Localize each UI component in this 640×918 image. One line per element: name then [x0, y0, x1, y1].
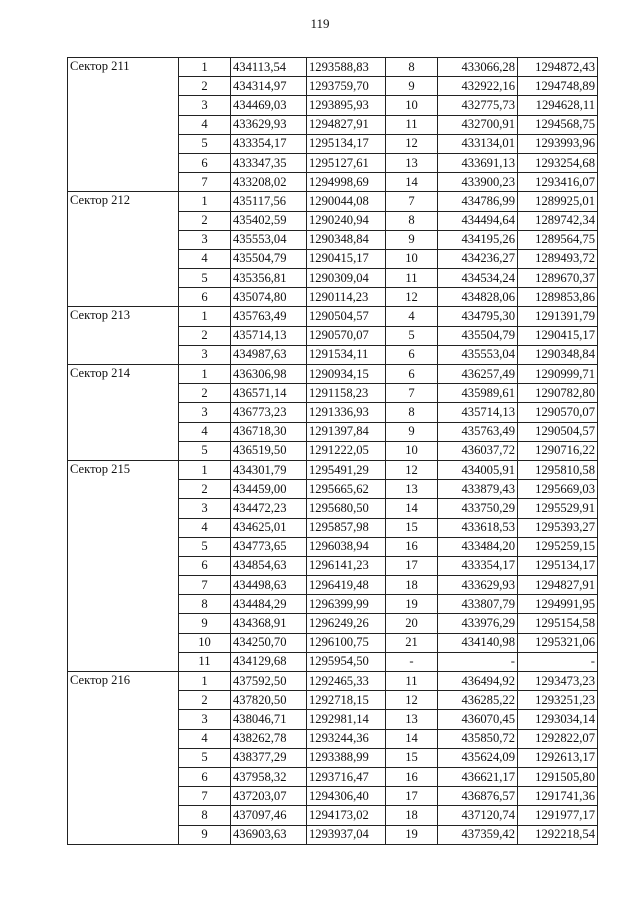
- x-coordinate-right: 434005,91: [438, 460, 518, 479]
- x-coordinate-left: 434773,65: [231, 537, 307, 556]
- y-coordinate-right: 1294872,43: [518, 58, 598, 77]
- point-number-left: 11: [179, 652, 231, 671]
- x-coordinate-right: 436257,49: [438, 365, 518, 384]
- x-coordinate-right: 433618,53: [438, 518, 518, 537]
- y-coordinate-left: 1290348,84: [307, 230, 386, 249]
- point-number-left: 3: [179, 403, 231, 422]
- y-coordinate-left: 1295954,50: [307, 652, 386, 671]
- y-coordinate-right: 1292218,54: [518, 825, 598, 844]
- x-coordinate-left: 433208,02: [231, 173, 307, 192]
- point-number-left: 4: [179, 249, 231, 268]
- sector-label: Сектор 215: [68, 460, 179, 671]
- x-coordinate-right: 435714,13: [438, 403, 518, 422]
- x-coordinate-left: 435553,04: [231, 230, 307, 249]
- y-coordinate-right: 1290999,71: [518, 365, 598, 384]
- y-coordinate-left: 1295134,17: [307, 134, 386, 153]
- x-coordinate-left: 434459,00: [231, 480, 307, 499]
- x-coordinate-right: 433750,29: [438, 499, 518, 518]
- x-coordinate-right: 435989,61: [438, 384, 518, 403]
- x-coordinate-left: 434113,54: [231, 58, 307, 77]
- point-number-left: 1: [179, 307, 231, 326]
- point-number-right: 19: [386, 595, 438, 614]
- x-coordinate-right: 433879,43: [438, 480, 518, 499]
- point-number-left: 2: [179, 691, 231, 710]
- point-number-right: 8: [386, 58, 438, 77]
- x-coordinate-right: 436070,45: [438, 710, 518, 729]
- x-coordinate-left: 435504,79: [231, 249, 307, 268]
- point-number-right: 18: [386, 576, 438, 595]
- point-number-right: 4: [386, 307, 438, 326]
- x-coordinate-left: 437592,50: [231, 672, 307, 691]
- y-coordinate-left: 1291336,93: [307, 403, 386, 422]
- y-coordinate-right: 1295259,15: [518, 537, 598, 556]
- x-coordinate-right: 433691,13: [438, 153, 518, 172]
- y-coordinate-left: 1290114,23: [307, 288, 386, 307]
- y-coordinate-right: 1290716,22: [518, 441, 598, 460]
- y-coordinate-left: 1293895,93: [307, 96, 386, 115]
- point-number-left: 7: [179, 576, 231, 595]
- point-number-right: 16: [386, 767, 438, 786]
- point-number-left: 3: [179, 230, 231, 249]
- point-number-left: 8: [179, 595, 231, 614]
- point-number-right: 14: [386, 173, 438, 192]
- x-coordinate-left: 434472,23: [231, 499, 307, 518]
- point-number-right: 6: [386, 345, 438, 364]
- x-coordinate-right: 435624,09: [438, 748, 518, 767]
- point-number-left: 6: [179, 556, 231, 575]
- point-number-right: 9: [386, 230, 438, 249]
- x-coordinate-right: 435763,49: [438, 422, 518, 441]
- point-number-left: 2: [179, 211, 231, 230]
- x-coordinate-left: 436306,98: [231, 365, 307, 384]
- point-number-right: 9: [386, 422, 438, 441]
- point-number-left: 1: [179, 192, 231, 211]
- point-number-right: 7: [386, 192, 438, 211]
- y-coordinate-right: 1293034,14: [518, 710, 598, 729]
- point-number-right: 10: [386, 441, 438, 460]
- x-coordinate-right: 436494,92: [438, 672, 518, 691]
- sector-label: Сектор 211: [68, 58, 179, 192]
- x-coordinate-right: 435850,72: [438, 729, 518, 748]
- x-coordinate-left: 434469,03: [231, 96, 307, 115]
- x-coordinate-left: 434250,70: [231, 633, 307, 652]
- point-number-left: 3: [179, 345, 231, 364]
- x-coordinate-left: 434854,63: [231, 556, 307, 575]
- x-coordinate-right: 436285,22: [438, 691, 518, 710]
- point-number-right: 17: [386, 556, 438, 575]
- point-number-right: 8: [386, 403, 438, 422]
- x-coordinate-left: 438262,78: [231, 729, 307, 748]
- point-number-left: 3: [179, 96, 231, 115]
- point-number-left: 7: [179, 787, 231, 806]
- y-coordinate-right: 1294827,91: [518, 576, 598, 595]
- y-coordinate-left: 1293759,70: [307, 77, 386, 96]
- y-coordinate-left: 1293937,04: [307, 825, 386, 844]
- y-coordinate-left: 1290934,15: [307, 365, 386, 384]
- x-coordinate-left: 433629,93: [231, 115, 307, 134]
- table-row: [68, 192, 598, 211]
- point-number-right: 12: [386, 691, 438, 710]
- y-coordinate-left: 1296249,26: [307, 614, 386, 633]
- x-coordinate-left: 435714,13: [231, 326, 307, 345]
- y-coordinate-right: 1293251,23: [518, 691, 598, 710]
- point-number-left: 9: [179, 825, 231, 844]
- point-number-left: 10: [179, 633, 231, 652]
- y-coordinate-right: 1294991,95: [518, 595, 598, 614]
- point-number-left: 4: [179, 518, 231, 537]
- x-coordinate-left: 435356,81: [231, 269, 307, 288]
- y-coordinate-left: 1293244,36: [307, 729, 386, 748]
- x-coordinate-left: 435074,80: [231, 288, 307, 307]
- y-coordinate-right: 1294628,11: [518, 96, 598, 115]
- point-number-right: 12: [386, 460, 438, 479]
- point-number-right: 6: [386, 365, 438, 384]
- point-number-right: 17: [386, 787, 438, 806]
- y-coordinate-right: 1294748,89: [518, 77, 598, 96]
- y-coordinate-left: 1291397,84: [307, 422, 386, 441]
- y-coordinate-left: 1293588,83: [307, 58, 386, 77]
- point-number-right: -: [386, 652, 438, 671]
- sector-label: Сектор 212: [68, 192, 179, 307]
- point-number-left: 2: [179, 384, 231, 403]
- point-number-right: 18: [386, 806, 438, 825]
- coordinates-table: [67, 57, 598, 845]
- y-coordinate-right: 1290504,57: [518, 422, 598, 441]
- y-coordinate-left: 1293716,47: [307, 767, 386, 786]
- y-coordinate-right: 1290348,84: [518, 345, 598, 364]
- y-coordinate-right: 1290415,17: [518, 326, 598, 345]
- y-coordinate-left: 1295857,98: [307, 518, 386, 537]
- x-coordinate-right: 432922,16: [438, 77, 518, 96]
- point-number-right: 21: [386, 633, 438, 652]
- y-coordinate-right: 1291741,36: [518, 787, 598, 806]
- point-number-right: 10: [386, 96, 438, 115]
- x-coordinate-left: 437958,32: [231, 767, 307, 786]
- y-coordinate-left: 1290309,04: [307, 269, 386, 288]
- y-coordinate-right: 1290570,07: [518, 403, 598, 422]
- x-coordinate-left: 435402,59: [231, 211, 307, 230]
- x-coordinate-left: 437203,07: [231, 787, 307, 806]
- y-coordinate-left: 1291158,23: [307, 384, 386, 403]
- x-coordinate-left: 437820,50: [231, 691, 307, 710]
- point-number-left: 2: [179, 480, 231, 499]
- y-coordinate-right: 1294568,75: [518, 115, 598, 134]
- y-coordinate-left: 1295127,61: [307, 153, 386, 172]
- point-number-right: 11: [386, 672, 438, 691]
- x-coordinate-left: 434129,68: [231, 652, 307, 671]
- x-coordinate-right: 433066,28: [438, 58, 518, 77]
- point-number-left: 6: [179, 288, 231, 307]
- x-coordinate-right: 436621,17: [438, 767, 518, 786]
- x-coordinate-left: 434498,63: [231, 576, 307, 595]
- x-coordinate-right: 434494,64: [438, 211, 518, 230]
- table-row: [68, 365, 598, 384]
- point-number-right: 15: [386, 518, 438, 537]
- x-coordinate-left: 438377,29: [231, 748, 307, 767]
- x-coordinate-right: 434140,98: [438, 633, 518, 652]
- x-coordinate-left: 436519,50: [231, 441, 307, 460]
- point-number-right: 14: [386, 499, 438, 518]
- x-coordinate-left: 436571,14: [231, 384, 307, 403]
- x-coordinate-right: 434786,99: [438, 192, 518, 211]
- y-coordinate-right: 1289925,01: [518, 192, 598, 211]
- y-coordinate-right: 1295393,27: [518, 518, 598, 537]
- x-coordinate-right: 436037,72: [438, 441, 518, 460]
- sector-label: Сектор 214: [68, 365, 179, 461]
- y-coordinate-left: 1294827,91: [307, 115, 386, 134]
- point-number-left: 3: [179, 710, 231, 729]
- x-coordinate-right: 433484,20: [438, 537, 518, 556]
- y-coordinate-right: 1289853,86: [518, 288, 598, 307]
- x-coordinate-left: 434484,29: [231, 595, 307, 614]
- page-number: 119: [310, 16, 330, 31]
- y-coordinate-left: 1292981,14: [307, 710, 386, 729]
- y-coordinate-right: 1293416,07: [518, 173, 598, 192]
- y-coordinate-right: 1290782,80: [518, 384, 598, 403]
- point-number-left: 4: [179, 115, 231, 134]
- point-number-left: 5: [179, 537, 231, 556]
- point-number-right: 11: [386, 115, 438, 134]
- x-coordinate-right: 434195,26: [438, 230, 518, 249]
- point-number-right: 15: [386, 748, 438, 767]
- x-coordinate-left: 433354,17: [231, 134, 307, 153]
- point-number-left: 6: [179, 767, 231, 786]
- point-number-left: 1: [179, 365, 231, 384]
- y-coordinate-left: 1292465,33: [307, 672, 386, 691]
- x-coordinate-left: 436903,63: [231, 825, 307, 844]
- x-coordinate-right: 434534,24: [438, 269, 518, 288]
- y-coordinate-left: 1293388,99: [307, 748, 386, 767]
- x-coordinate-right: 432775,73: [438, 96, 518, 115]
- y-coordinate-right: 1291977,17: [518, 806, 598, 825]
- x-coordinate-left: 438046,71: [231, 710, 307, 729]
- point-number-right: 14: [386, 729, 438, 748]
- x-coordinate-left: 435117,56: [231, 192, 307, 211]
- y-coordinate-left: 1290240,94: [307, 211, 386, 230]
- point-number-left: 5: [179, 748, 231, 767]
- point-number-left: 9: [179, 614, 231, 633]
- y-coordinate-right: 1292822,07: [518, 729, 598, 748]
- point-number-left: 4: [179, 729, 231, 748]
- point-number-right: 12: [386, 134, 438, 153]
- y-coordinate-left: 1296038,94: [307, 537, 386, 556]
- x-coordinate-right: 432700,91: [438, 115, 518, 134]
- x-coordinate-right: 434828,06: [438, 288, 518, 307]
- y-coordinate-right: 1291505,80: [518, 767, 598, 786]
- point-number-left: 8: [179, 806, 231, 825]
- point-number-left: 3: [179, 499, 231, 518]
- y-coordinate-right: 1295669,03: [518, 480, 598, 499]
- point-number-right: 12: [386, 288, 438, 307]
- point-number-left: 5: [179, 269, 231, 288]
- y-coordinate-left: 1292718,15: [307, 691, 386, 710]
- y-coordinate-right: 1291391,79: [518, 307, 598, 326]
- x-coordinate-left: 434368,91: [231, 614, 307, 633]
- y-coordinate-left: 1290504,57: [307, 307, 386, 326]
- y-coordinate-left: 1291222,05: [307, 441, 386, 460]
- y-coordinate-right: 1289564,75: [518, 230, 598, 249]
- y-coordinate-right: 1295321,06: [518, 633, 598, 652]
- point-number-right: 13: [386, 710, 438, 729]
- x-coordinate-left: 434314,97: [231, 77, 307, 96]
- point-number-right: 20: [386, 614, 438, 633]
- point-number-right: 8: [386, 211, 438, 230]
- x-coordinate-right: 434795,30: [438, 307, 518, 326]
- y-coordinate-left: 1294998,69: [307, 173, 386, 192]
- point-number-right: 9: [386, 77, 438, 96]
- x-coordinate-right: 435504,79: [438, 326, 518, 345]
- point-number-right: 16: [386, 537, 438, 556]
- x-coordinate-left: 434987,63: [231, 345, 307, 364]
- y-coordinate-left: 1296419,48: [307, 576, 386, 595]
- y-coordinate-left: 1290044,08: [307, 192, 386, 211]
- table-row: [68, 307, 598, 326]
- x-coordinate-left: 434301,79: [231, 460, 307, 479]
- y-coordinate-right: 1293473,23: [518, 672, 598, 691]
- x-coordinate-left: 436718,30: [231, 422, 307, 441]
- y-coordinate-right: 1295529,91: [518, 499, 598, 518]
- point-number-left: 6: [179, 153, 231, 172]
- y-coordinate-right: 1295154,58: [518, 614, 598, 633]
- point-number-left: 1: [179, 460, 231, 479]
- y-coordinate-right: 1289670,37: [518, 269, 598, 288]
- x-coordinate-left: 435763,49: [231, 307, 307, 326]
- y-coordinate-right: 1289493,72: [518, 249, 598, 268]
- point-number-left: 5: [179, 441, 231, 460]
- y-coordinate-left: 1294173,02: [307, 806, 386, 825]
- point-number-left: 1: [179, 672, 231, 691]
- x-coordinate-right: 433900,23: [438, 173, 518, 192]
- point-number-left: 2: [179, 77, 231, 96]
- x-coordinate-left: 434625,01: [231, 518, 307, 537]
- x-coordinate-left: 433347,35: [231, 153, 307, 172]
- y-coordinate-left: 1296100,75: [307, 633, 386, 652]
- x-coordinate-right: 433976,29: [438, 614, 518, 633]
- y-coordinate-left: 1295491,29: [307, 460, 386, 479]
- table-row: [68, 460, 598, 479]
- x-coordinate-left: 436773,23: [231, 403, 307, 422]
- y-coordinate-right: 1295134,17: [518, 556, 598, 575]
- x-coordinate-right: 437359,42: [438, 825, 518, 844]
- point-number-left: 5: [179, 134, 231, 153]
- x-coordinate-right: 433807,79: [438, 595, 518, 614]
- y-coordinate-left: 1290415,17: [307, 249, 386, 268]
- y-coordinate-right: -: [518, 652, 598, 671]
- table-row: [68, 58, 598, 77]
- x-coordinate-right: 433134,01: [438, 134, 518, 153]
- point-number-right: 10: [386, 249, 438, 268]
- x-coordinate-left: 437097,46: [231, 806, 307, 825]
- y-coordinate-right: 1289742,34: [518, 211, 598, 230]
- x-coordinate-right: -: [438, 652, 518, 671]
- point-number-right: 5: [386, 326, 438, 345]
- point-number-right: 11: [386, 269, 438, 288]
- y-coordinate-left: 1296399,99: [307, 595, 386, 614]
- sector-label: Сектор 213: [68, 307, 179, 365]
- x-coordinate-right: 435553,04: [438, 345, 518, 364]
- point-number-right: 13: [386, 480, 438, 499]
- point-number-left: 4: [179, 422, 231, 441]
- point-number-left: 7: [179, 173, 231, 192]
- table-row: [68, 672, 598, 691]
- y-coordinate-left: 1296141,23: [307, 556, 386, 575]
- y-coordinate-left: 1290570,07: [307, 326, 386, 345]
- x-coordinate-right: 437120,74: [438, 806, 518, 825]
- y-coordinate-right: 1295810,58: [518, 460, 598, 479]
- point-number-right: 13: [386, 153, 438, 172]
- x-coordinate-right: 433354,17: [438, 556, 518, 575]
- x-coordinate-right: 434236,27: [438, 249, 518, 268]
- y-coordinate-right: 1292613,17: [518, 748, 598, 767]
- y-coordinate-left: 1294306,40: [307, 787, 386, 806]
- y-coordinate-left: 1291534,11: [307, 345, 386, 364]
- x-coordinate-right: 433629,93: [438, 576, 518, 595]
- y-coordinate-right: 1293993,96: [518, 134, 598, 153]
- point-number-right: 19: [386, 825, 438, 844]
- point-number-right: 7: [386, 384, 438, 403]
- y-coordinate-right: 1293254,68: [518, 153, 598, 172]
- y-coordinate-left: 1295665,62: [307, 480, 386, 499]
- point-number-left: 2: [179, 326, 231, 345]
- x-coordinate-right: 436876,57: [438, 787, 518, 806]
- point-number-left: 1: [179, 58, 231, 77]
- sector-label: Сектор 216: [68, 672, 179, 845]
- y-coordinate-left: 1295680,50: [307, 499, 386, 518]
